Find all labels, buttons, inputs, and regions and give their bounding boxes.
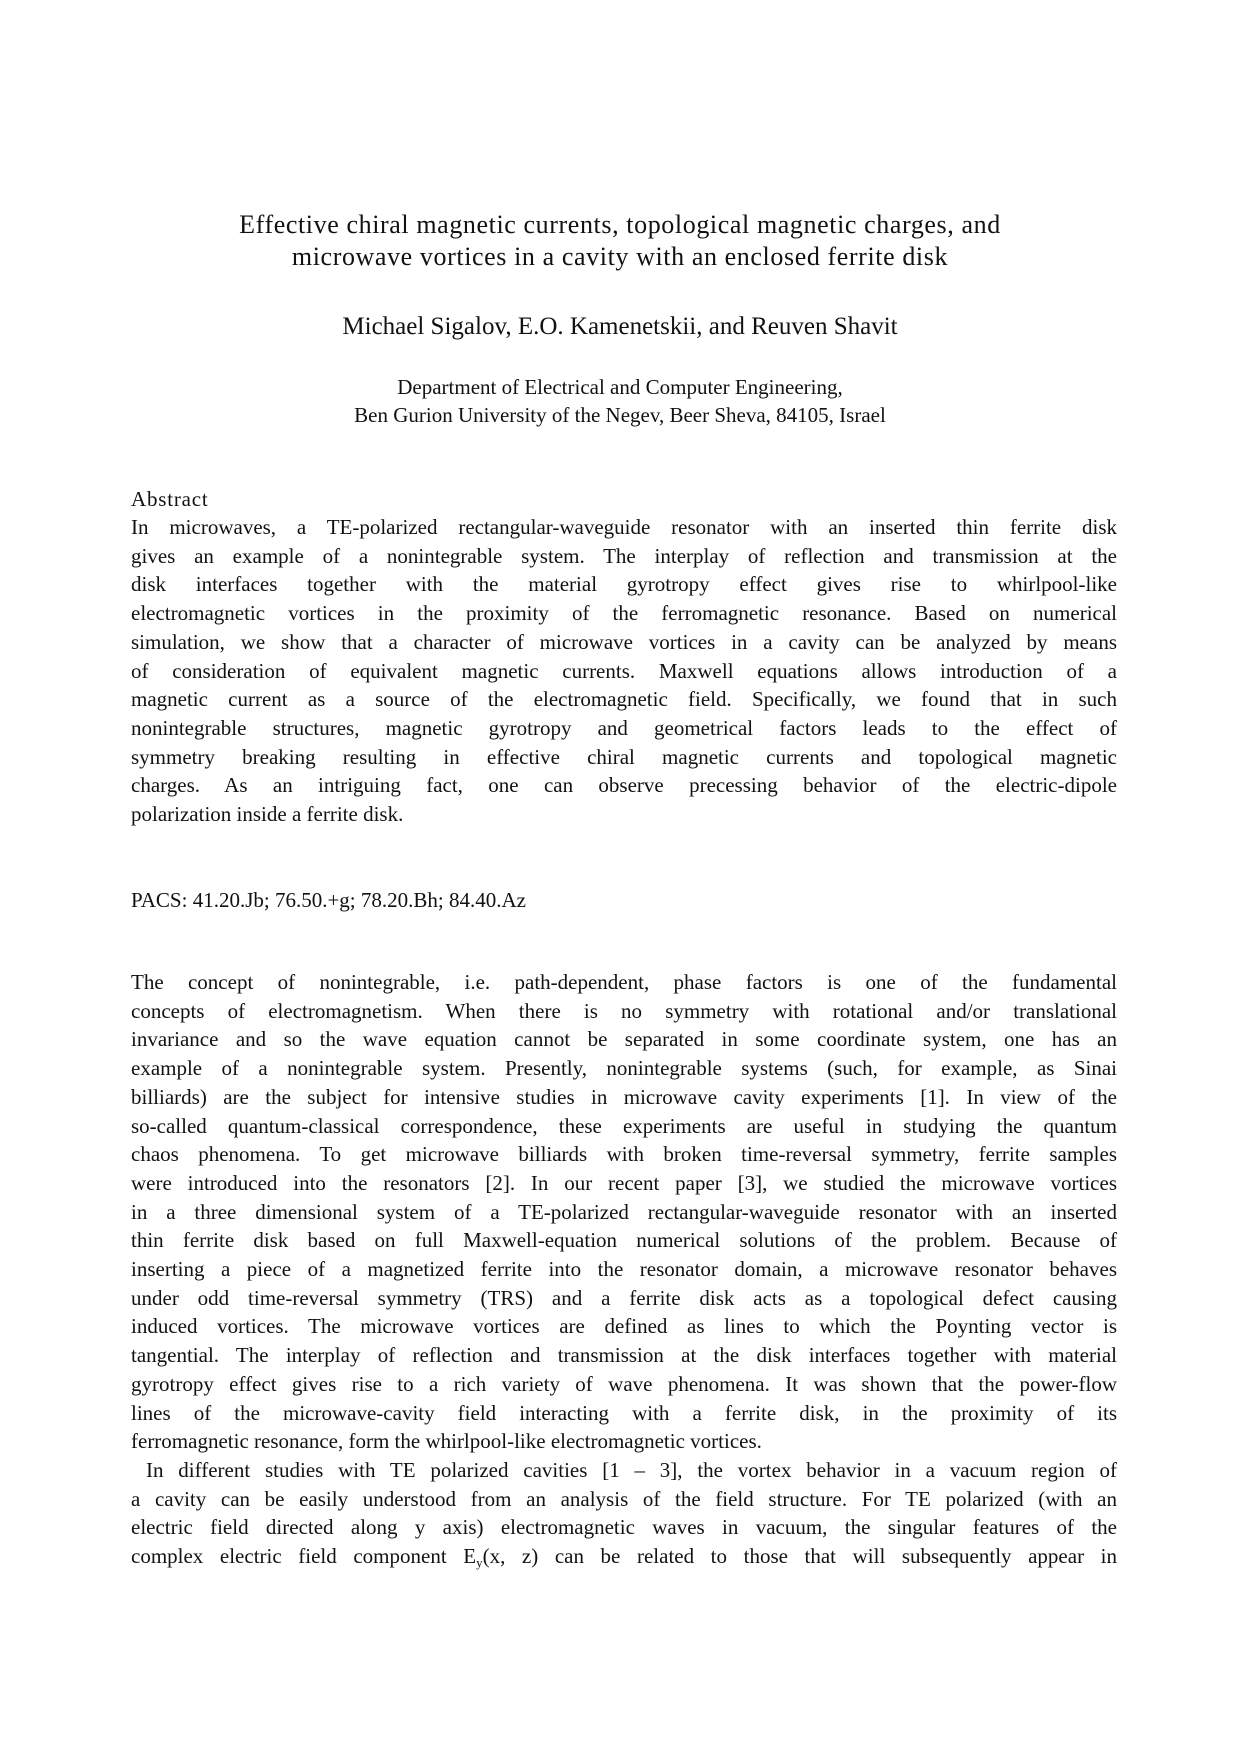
abstract-line: polarization inside a ferrite disk. <box>131 802 404 827</box>
body-line: concepts of electromagnetism. When there is no symmetry with rotational and/or translational <box>131 998 1117 1023</box>
body-line: chaos phenomena. To get microwave billiards with broken time-reversal symmetry, ferrite samples <box>131 1142 1117 1167</box>
text-before-math: complex electric field component <box>131 1544 464 1569</box>
title-line-1: Effective chiral magnetic currents, topological magnetic charges, and <box>239 210 1001 239</box>
abstract-line: magnetic current as a source of the electromagnetic field. Specifically, we found that in such <box>131 687 1117 712</box>
body-line-with-math <box>131 1542 1117 1578</box>
math-subscript: y <box>476 1555 483 1571</box>
pacs-codes: PACS: 41.20.Jb; 76.50.+g; 78.20.Bh; 84.40.Az <box>131 888 526 912</box>
math-field-component <box>463 1544 539 1571</box>
body-line: The concept of nonintegrable, i.e. path-dependent, phase factors is one of the fundamental <box>131 970 1117 994</box>
title-line-2: microwave vortices in a cavity with an enclosed ferrite disk <box>291 242 949 271</box>
abstract-heading: Abstract <box>131 487 209 511</box>
body-line: thin ferrite disk based on full Maxwell-equation numerical solutions of the problem. Because of <box>131 1228 1117 1253</box>
abstract-line: of consideration of equivalent magnetic currents. Maxwell equations allows introduction of a <box>131 658 1117 683</box>
body-line: induced vortices. The microwave vortices are defined as lines to which the Poynting vector is <box>131 1314 1117 1339</box>
body-line: gyrotropy effect gives rise to a rich variety of wave phenomena. It was shown that the power-flow <box>131 1371 1117 1396</box>
author-list: Michael Sigalov, E.O. Kamenetskii, and Reuven Shavit <box>342 313 898 340</box>
abstract-line: simulation, we show that a character of microwave vortices in a cavity can be analyzed by means <box>131 629 1117 654</box>
affiliation-line-2: Ben Gurion University of the Negev, Beer Sheva, 84105, Israel <box>354 403 886 427</box>
body-line: In different studies with TE polarized cavities [1 – 3], the vortex behavior in a vacuum region of <box>146 1458 1117 1482</box>
text-after-math: can be related to those that will subsequently appear in <box>554 1544 1117 1569</box>
math-args: (x, z) <box>482 1544 539 1569</box>
body-line: invariance and so the wave equation cannot be separated in some coordinate system, one has an <box>131 1027 1117 1052</box>
body-line: electric field directed along y axis) electromagnetic waves in vacuum, the singular features of the <box>131 1515 1117 1540</box>
affiliation <box>120 373 1120 429</box>
abstract-line: In microwaves, a TE-polarized rectangular-waveguide resonator with an inserted thin ferrite disk <box>131 515 1117 539</box>
abstract-line: nonintegrable structures, magnetic gyrotropy and geometrical factors leads to the effect of <box>131 715 1117 740</box>
abstract-line: disk interfaces together with the material gyrotropy effect gives rise to whirlpool-like <box>131 572 1117 597</box>
body-line: so-called quantum-classical correspondence, these experiments are useful in studying the quantum <box>131 1113 1117 1138</box>
abstract-text <box>131 513 1117 829</box>
affiliation-line-1: Department of Electrical and Computer Engineering, <box>397 375 843 399</box>
body-line: example of a nonintegrable system. Presently, nonintegrable systems (such, for example, as Sinai <box>131 1056 1117 1081</box>
body-line: under odd time-reversal symmetry (TRS) and a ferrite disk acts as a topological defect causing <box>131 1285 1117 1310</box>
abstract-line: symmetry breaking resulting in effective chiral magnetic currents and topological magnetic <box>131 744 1117 769</box>
paper-title <box>150 209 1090 273</box>
body-paragraph-2 <box>131 1456 1117 1578</box>
abstract-line: charges. As an intriguing fact, one can observe precessing behavior of the electric-dipole <box>131 773 1117 798</box>
body-line: ferromagnetic resonance, form the whirlpool-like electromagnetic vortices. <box>131 1429 762 1454</box>
abstract-line: gives an example of a nonintegrable system. The interplay of reflection and transmission at the <box>131 543 1117 568</box>
body-line: inserting a piece of a magnetized ferrite into the resonator domain, a microwave resonator behaves <box>131 1257 1117 1282</box>
body-line: tangential. The interplay of reflection and transmission at the disk interfaces together with material <box>131 1343 1117 1368</box>
math-symbol: E <box>463 1544 477 1569</box>
body-line: billiards) are the subject for intensive studies in microwave cavity experiments [1]. In view of the <box>131 1084 1117 1109</box>
body-line: a cavity can be easily understood from an analysis of the field structure. For TE polarized (with an <box>131 1486 1117 1511</box>
body-line: were introduced into the resonators [2]. In our recent paper [3], we studied the microwave vortices <box>131 1170 1117 1195</box>
body-line: lines of the microwave-cavity field interacting with a ferrite disk, in the proximity of its <box>131 1400 1117 1425</box>
abstract-line: electromagnetic vortices in the proximity of the ferromagnetic resonance. Based on numerical <box>131 601 1117 626</box>
body-paragraph-1 <box>131 968 1117 1456</box>
body-line: in a three dimensional system of a TE-polarized rectangular-waveguide resonator with an inserted <box>131 1199 1117 1224</box>
